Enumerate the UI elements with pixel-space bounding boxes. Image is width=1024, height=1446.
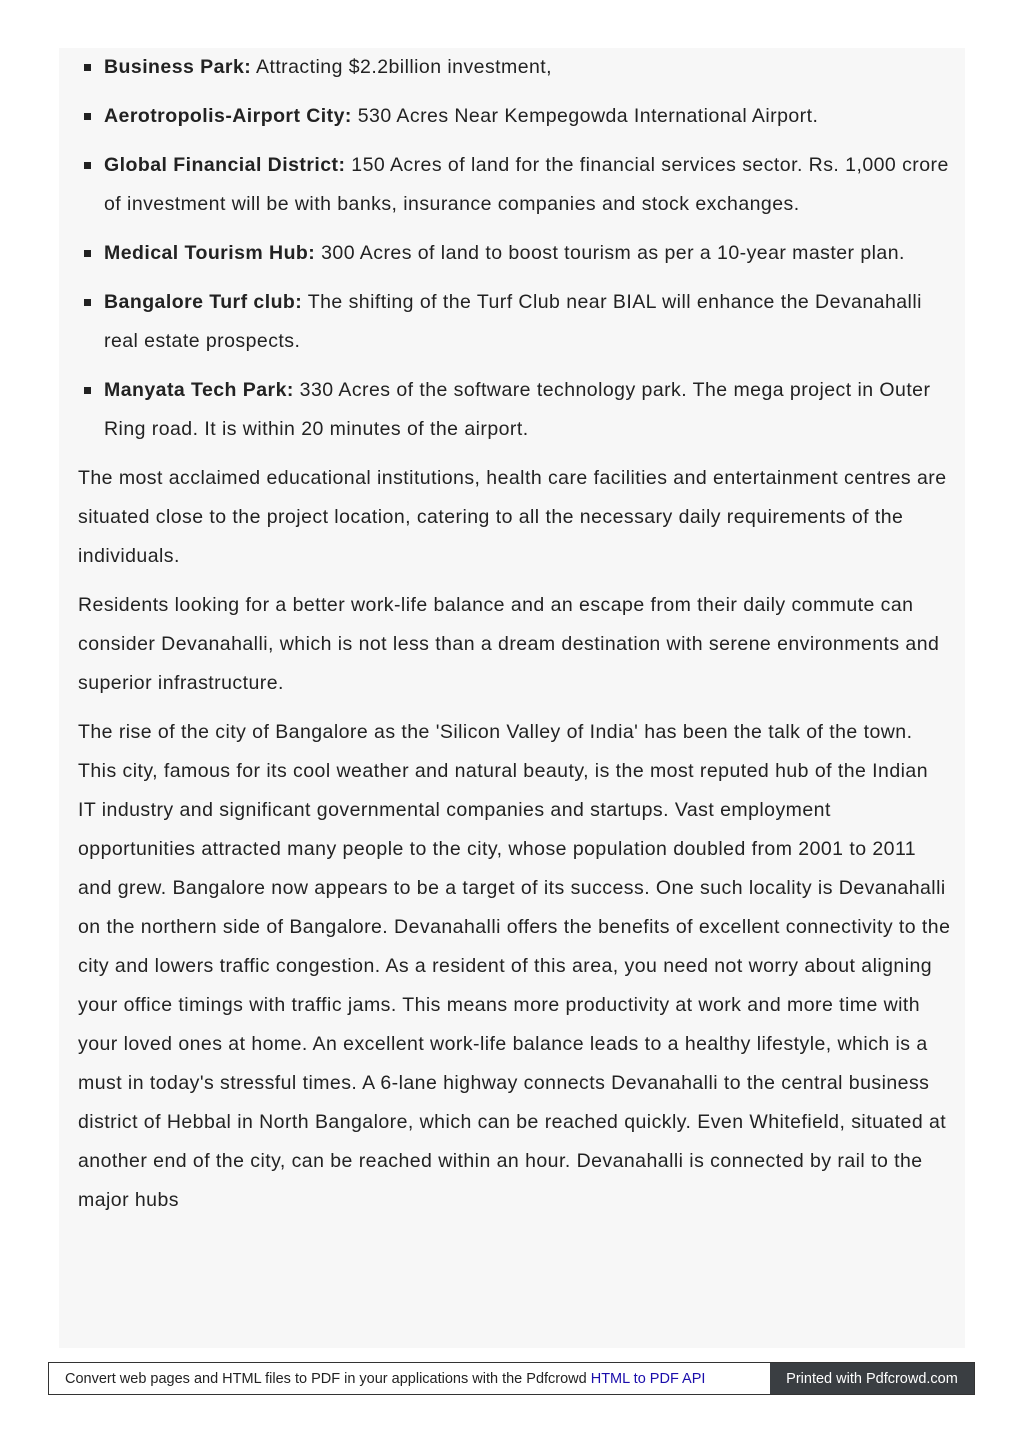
list-item-term: Manyata Tech Park: (104, 379, 294, 401)
list-item-text: 530 Acres Near Kempegowda International Airport. (351, 105, 819, 127)
pdfcrowd-footer (48, 1362, 975, 1395)
list-item-term: Medical Tourism Hub: (104, 242, 316, 264)
paragraph-amenities: The most acclaimed educational institutions, health care facilities and entertainment centres are situated close to the project location, catering to all the necessary daily requirements of the individuals. (78, 467, 947, 567)
list-item-text: Attracting $2.2billion investment, (251, 56, 553, 78)
list-item (59, 48, 965, 87)
square-bullet-icon (84, 299, 91, 306)
list-item (59, 283, 965, 361)
square-bullet-icon (84, 387, 91, 394)
list-item-term: Bangalore Turf club: (104, 291, 303, 313)
html-to-pdf-api-link[interactable]: HTML to PDF API (590, 1370, 706, 1387)
list-item-text: The shifting of the Turf Club near BIAL will enhance the Devanahalli real estate prospects. (104, 291, 922, 352)
list-item-term: Business Park: (104, 56, 252, 78)
paragraph-bangalore-growth: The rise of the city of Bangalore as the 'Silicon Valley of India' has been the talk of the town. This city, famous for its cool weather and natural beauty, is the most reputed hub of the Indian IT industry and significant governmental companies and startups. Vast employment opportunities attracted many people to the city, whose population doubled from 2001 to 2011 and grew. Bangalore now appears to be a target of its success. One such locality is Devanahalli on the northern side of Bangalore. Devanahalli offers the benefits of excellent connectivity to the city and lowers traffic congestion. As a resident of this area, you need not worry about aligning your office timings with traffic jams. This means more productivity at work and more time with your loved ones at home. An excellent work-life balance leads to a healthy lifestyle, which is a must in today's stressful times. A 6-lane highway connects Devanahalli to the central business district of Hebbal in North Bangalore, which can be reached quickly. Even Whitefield, situated at another end of the city, can be reached within an hour. Devanahalli is connected by rail to the major hubs (78, 721, 951, 1211)
square-bullet-icon (84, 162, 91, 169)
list-item (59, 146, 965, 224)
square-bullet-icon (84, 250, 91, 257)
list-item-text: 330 Acres of the software technology park. The mega project in Outer Ring road. It is within 20 minutes of the airport. (104, 379, 931, 440)
list-item-text: 300 Acres of land to boost tourism as per a 10-year master plan. (315, 242, 905, 264)
document-content (59, 48, 965, 1348)
feature-list (59, 48, 965, 449)
list-item-term: Aerotropolis-Airport City: (104, 105, 352, 127)
printed-with-badge[interactable] (770, 1363, 974, 1394)
footer-promo-text: Convert web pages and HTML files to PDF in your applications with the Pdfcrowd (65, 1370, 587, 1387)
list-item (59, 97, 965, 136)
paragraph-work-life-balance: Residents looking for a better work-life balance and an escape from their daily commute can consider Devanahalli, which is not less than a dream destination with serene environments and superior infrastructure. (78, 594, 940, 694)
list-item-text: 150 Acres of land for the financial services sector. Rs. 1,000 crore of investment will be with banks, insurance companies and stock exchanges. (104, 154, 949, 215)
list-item (59, 371, 965, 449)
square-bullet-icon (84, 113, 91, 120)
list-item-term: Global Financial District: (104, 154, 346, 176)
square-bullet-icon (84, 64, 91, 71)
footer-promo (49, 1363, 770, 1394)
printed-with-text: Printed with Pdfcrowd.com (786, 1370, 958, 1387)
list-item (59, 234, 965, 273)
